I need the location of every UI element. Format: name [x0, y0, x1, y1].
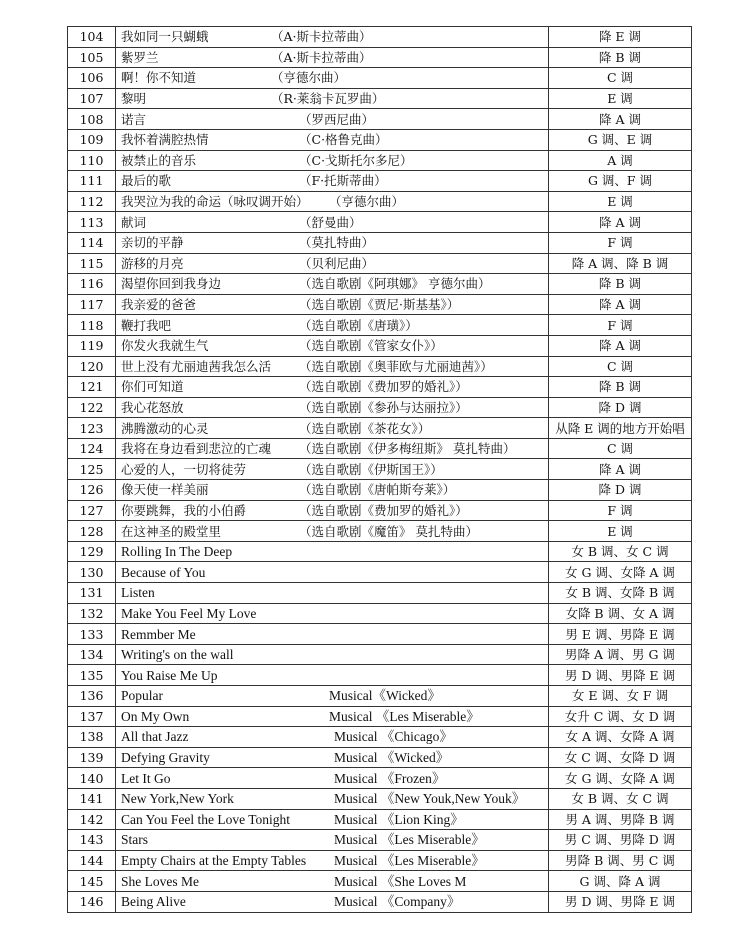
- song-cell: [116, 850, 549, 871]
- row-number: 104: [68, 27, 116, 48]
- song-cell-wrap: [121, 501, 548, 520]
- song-title: Rolling In The Deep: [121, 544, 233, 560]
- song-key: G 调、降 A 调: [549, 871, 692, 892]
- song-title: 你发火我就生气: [121, 338, 209, 354]
- song-title: Being Alive: [121, 894, 186, 910]
- song-source: （A·斯卡拉蒂曲）: [271, 49, 372, 65]
- song-cell-wrap: [121, 151, 548, 170]
- song-title: 心爱的人，一切将徒劳: [121, 461, 247, 477]
- song-key: 男降 A 调、男 G 调: [549, 644, 692, 665]
- table-row: [68, 583, 692, 604]
- song-cell: [116, 397, 549, 418]
- song-key: 从降 E 调的地方开始唱: [549, 418, 692, 439]
- song-cell-wrap: [121, 604, 548, 623]
- song-cell-wrap: [121, 27, 548, 46]
- song-cell-wrap: [121, 377, 548, 396]
- song-key: G 调、F 调: [549, 171, 692, 192]
- song-cell: [116, 480, 549, 501]
- song-key: 男 D 调、男降 E 调: [549, 665, 692, 686]
- song-cell: [116, 438, 549, 459]
- song-key: 女 B 调、女降 B 调: [549, 583, 692, 604]
- song-title: Because of You: [121, 564, 206, 580]
- song-cell: [116, 541, 549, 562]
- song-key: 男 E 调、男降 E 调: [549, 624, 692, 645]
- song-cell-wrap: [121, 769, 548, 788]
- song-key: 降 E 调: [549, 27, 692, 48]
- song-cell: [116, 891, 549, 912]
- song-source: Musical《Wicked》: [329, 688, 441, 704]
- song-cell-wrap: [121, 254, 548, 273]
- song-title: 紫罗兰: [121, 49, 159, 65]
- song-title: 游移的月亮: [121, 255, 184, 271]
- song-cell-wrap: [121, 419, 548, 438]
- song-title: 黎明: [121, 91, 147, 107]
- song-table-body: [68, 27, 692, 913]
- table-row: [68, 665, 692, 686]
- table-row: [68, 129, 692, 150]
- table-row: [68, 891, 692, 912]
- song-key: E 调: [549, 521, 692, 542]
- song-cell-wrap: [121, 872, 548, 891]
- song-key: A 调: [549, 150, 692, 171]
- song-cell: [116, 788, 549, 809]
- song-cell-wrap: [121, 851, 548, 870]
- song-cell-wrap: [121, 686, 548, 705]
- table-row: [68, 438, 692, 459]
- table-row: [68, 88, 692, 109]
- song-title: New York,New York: [121, 791, 234, 807]
- song-cell-wrap: [121, 398, 548, 417]
- song-key: 降 A 调: [549, 212, 692, 233]
- song-key: 降 A 调: [549, 109, 692, 130]
- row-number: 112: [68, 191, 116, 212]
- song-key: C 调: [549, 356, 692, 377]
- song-title: 像天使一样美丽: [121, 482, 209, 498]
- row-number: 146: [68, 891, 116, 912]
- song-source: （亨德尔曲）: [329, 194, 405, 210]
- table-row: [68, 27, 692, 48]
- song-key: F 调: [549, 232, 692, 253]
- song-title: 世上没有尤丽迪茜我怎么活: [121, 358, 272, 374]
- song-source: Musical 《Company》: [334, 894, 461, 910]
- table-row: [68, 356, 692, 377]
- song-source: （F·托斯蒂曲）: [299, 173, 387, 189]
- song-cell: [116, 150, 549, 171]
- song-cell-wrap: [121, 439, 548, 458]
- song-cell: [116, 356, 549, 377]
- song-key: 女 E 调、女 F 调: [549, 686, 692, 707]
- song-source: （选自歌剧《参孙与达丽拉》）: [299, 399, 468, 415]
- song-title: Listen: [121, 585, 155, 601]
- song-cell-wrap: [121, 830, 548, 849]
- row-number: 138: [68, 727, 116, 748]
- song-title: 沸腾激动的心灵: [121, 420, 209, 436]
- song-source: （选自歌剧《奥菲欧与尤丽迪茜》）: [299, 358, 493, 374]
- song-cell-wrap: [121, 357, 548, 376]
- song-source: （选自歌剧《伊多梅纽斯》 莫扎特曲）: [299, 441, 516, 457]
- song-cell-wrap: [121, 645, 548, 664]
- song-cell: [116, 315, 549, 336]
- song-source: （选自歌剧《魔笛》 莫扎特曲）: [299, 523, 478, 539]
- table-row: [68, 212, 692, 233]
- song-cell-wrap: [121, 727, 548, 746]
- song-cell: [116, 294, 549, 315]
- table-row: [68, 150, 692, 171]
- song-title: Popular: [121, 688, 163, 704]
- song-cell: [116, 562, 549, 583]
- table-row: [68, 377, 692, 398]
- song-title: On My Own: [121, 708, 190, 724]
- row-number: 118: [68, 315, 116, 336]
- song-source: Musical 《Les Miserable》: [329, 708, 480, 724]
- row-number: 121: [68, 377, 116, 398]
- song-cell: [116, 871, 549, 892]
- row-number: 109: [68, 129, 116, 150]
- table-row: [68, 418, 692, 439]
- song-key: 男 A 调、男降 B 调: [549, 809, 692, 830]
- song-title: 我哭泣为我的命运（咏叹调开始）: [121, 194, 309, 210]
- song-key: E 调: [549, 88, 692, 109]
- row-number: 136: [68, 686, 116, 707]
- song-source: （C·戈斯托尔多尼）: [299, 152, 413, 168]
- song-cell: [116, 68, 549, 89]
- row-number: 115: [68, 253, 116, 274]
- song-source: （选自歌剧《唐帕斯夸莱》）: [299, 482, 456, 498]
- table-row: [68, 706, 692, 727]
- song-source: Musical 《She Loves M: [334, 873, 467, 889]
- row-number: 120: [68, 356, 116, 377]
- song-cell: [116, 747, 549, 768]
- song-title: 在这神圣的殿堂里: [121, 523, 222, 539]
- song-cell: [116, 624, 549, 645]
- song-key: 降 A 调: [549, 294, 692, 315]
- row-number: 116: [68, 274, 116, 295]
- song-cell-wrap: [121, 666, 548, 685]
- song-cell: [116, 665, 549, 686]
- song-source: Musical 《Chicago》: [334, 729, 453, 745]
- row-number: 125: [68, 459, 116, 480]
- song-source: （选自歌剧《茶花女》）: [299, 420, 431, 436]
- song-cell-wrap: [121, 583, 548, 602]
- row-number: 119: [68, 335, 116, 356]
- song-cell: [116, 88, 549, 109]
- table-row: [68, 521, 692, 542]
- song-cell-wrap: [121, 171, 548, 190]
- song-key: 女降 B 调、女 A 调: [549, 603, 692, 624]
- song-title: 我怀着满腔热情: [121, 132, 209, 148]
- song-title: 我如同一只蝴蛾: [121, 29, 209, 45]
- song-cell-wrap: [121, 707, 548, 726]
- table-row: [68, 253, 692, 274]
- song-key: 降 D 调: [549, 397, 692, 418]
- song-source: Musical 《Frozen》: [334, 770, 446, 786]
- row-number: 134: [68, 644, 116, 665]
- row-number: 133: [68, 624, 116, 645]
- song-title: 被禁止的音乐: [121, 152, 197, 168]
- song-source: （亨德尔曲）: [271, 70, 347, 86]
- song-key: 降 D 调: [549, 480, 692, 501]
- song-cell: [116, 644, 549, 665]
- table-row: [68, 562, 692, 583]
- table-row: [68, 747, 692, 768]
- table-row: [68, 171, 692, 192]
- song-title: Empty Chairs at the Empty Tables: [121, 853, 307, 869]
- song-cell-wrap: [121, 810, 548, 829]
- table-row: [68, 830, 692, 851]
- song-cell: [116, 583, 549, 604]
- row-number: 107: [68, 88, 116, 109]
- song-source: （莫扎特曲）: [299, 235, 375, 251]
- song-title: Can You Feel the Love Tonight: [121, 811, 291, 827]
- row-number: 126: [68, 480, 116, 501]
- song-cell-wrap: [121, 295, 548, 314]
- song-cell: [116, 603, 549, 624]
- song-key: 降 B 调: [549, 47, 692, 68]
- table-row: [68, 624, 692, 645]
- song-cell-wrap: [121, 625, 548, 644]
- song-cell-wrap: [121, 89, 548, 108]
- table-row: [68, 871, 692, 892]
- song-cell: [116, 809, 549, 830]
- song-cell-wrap: [121, 68, 548, 87]
- song-title: 诺言: [121, 111, 147, 127]
- song-source: （选自歌剧《管家女仆》）: [299, 338, 443, 354]
- song-key: 男降 B 调、男 C 调: [549, 850, 692, 871]
- table-row: [68, 315, 692, 336]
- song-title: 我亲爱的爸爸: [121, 297, 197, 313]
- song-title: 你要跳舞，我的小伯爵: [121, 502, 247, 518]
- row-number: 129: [68, 541, 116, 562]
- song-cell: [116, 706, 549, 727]
- song-source: （贝利尼曲）: [299, 255, 375, 271]
- song-title: Let It Go: [121, 770, 171, 786]
- song-cell: [116, 521, 549, 542]
- song-cell: [116, 500, 549, 521]
- song-cell: [116, 171, 549, 192]
- song-cell-wrap: [121, 192, 548, 211]
- song-cell-wrap: [121, 460, 548, 479]
- song-cell: [116, 47, 549, 68]
- song-title: 鞭打我吧: [121, 317, 172, 333]
- song-cell-wrap: [121, 110, 548, 129]
- song-key: 女 A 调、女降 A 调: [549, 727, 692, 748]
- song-cell: [116, 727, 549, 748]
- song-source: （罗西尼曲）: [299, 111, 375, 127]
- song-source: （选自歌剧《阿琪娜》 亨德尔曲）: [299, 276, 491, 292]
- row-number: 131: [68, 583, 116, 604]
- song-cell: [116, 459, 549, 480]
- table-row: [68, 500, 692, 521]
- song-title: 渴望你回到我身边: [121, 276, 222, 292]
- song-cell: [116, 377, 549, 398]
- row-number: 143: [68, 830, 116, 851]
- song-cell: [116, 253, 549, 274]
- row-number: 124: [68, 438, 116, 459]
- row-number: 106: [68, 68, 116, 89]
- row-number: 105: [68, 47, 116, 68]
- song-source: Musical 《New Youk,New Youk》: [334, 791, 526, 807]
- row-number: 117: [68, 294, 116, 315]
- row-number: 122: [68, 397, 116, 418]
- song-cell-wrap: [121, 789, 548, 808]
- table-row: [68, 686, 692, 707]
- row-number: 127: [68, 500, 116, 521]
- song-cell-wrap: [121, 542, 548, 561]
- song-source: （R·莱翁卡瓦罗曲）: [271, 91, 385, 107]
- song-cell: [116, 27, 549, 48]
- song-key: E 调: [549, 191, 692, 212]
- table-row: [68, 644, 692, 665]
- song-source: （选自歌剧《贾尼·斯基基》）: [299, 297, 460, 313]
- table-row: [68, 850, 692, 871]
- row-number: 108: [68, 109, 116, 130]
- song-title: 你们可知道: [121, 379, 184, 395]
- song-source: Musical 《Lion King》: [334, 811, 464, 827]
- song-key: 女 B 调、女 C 调: [549, 788, 692, 809]
- song-key: C 调: [549, 438, 692, 459]
- song-title: Defying Gravity: [121, 750, 210, 766]
- song-cell-wrap: [121, 316, 548, 335]
- row-number: 140: [68, 768, 116, 789]
- song-source: Musical 《Wicked》: [334, 750, 450, 766]
- table-row: [68, 768, 692, 789]
- song-title: 我心花怒放: [121, 399, 184, 415]
- row-number: 113: [68, 212, 116, 233]
- song-title: 最后的歌: [121, 173, 172, 189]
- song-source: （C·格鲁克曲）: [299, 132, 388, 148]
- song-key: 女 C 调、女降 D 调: [549, 747, 692, 768]
- song-key: C 调: [549, 68, 692, 89]
- song-cell-wrap: [121, 892, 548, 911]
- song-title: 献词: [121, 214, 147, 230]
- row-number: 132: [68, 603, 116, 624]
- song-cell: [116, 274, 549, 295]
- song-cell-wrap: [121, 522, 548, 541]
- song-key: 降 A 调: [549, 459, 692, 480]
- row-number: 142: [68, 809, 116, 830]
- row-number: 128: [68, 521, 116, 542]
- song-source: Musical 《Les Miserable》: [334, 832, 485, 848]
- table-row: [68, 480, 692, 501]
- song-title: All that Jazz: [121, 729, 189, 745]
- song-key: G 调、E 调: [549, 129, 692, 150]
- song-key: 降 B 调: [549, 274, 692, 295]
- song-key: 男 D 调、男降 E 调: [549, 891, 692, 912]
- song-key: 女 B 调、女 C 调: [549, 541, 692, 562]
- table-row: [68, 294, 692, 315]
- song-key: F 调: [549, 500, 692, 521]
- table-row: [68, 47, 692, 68]
- table-row: [68, 603, 692, 624]
- song-key: 女升 C 调、女 D 调: [549, 706, 692, 727]
- table-row: [68, 541, 692, 562]
- song-cell: [116, 418, 549, 439]
- song-cell-wrap: [121, 233, 548, 252]
- song-cell: [116, 830, 549, 851]
- song-source: （选自歌剧《伊斯国王》）: [299, 461, 443, 477]
- song-key: 男 C 调、男降 D 调: [549, 830, 692, 851]
- song-title: You Raise Me Up: [121, 667, 218, 683]
- song-key: 女 G 调、女降 A 调: [549, 562, 692, 583]
- song-cell: [116, 768, 549, 789]
- table-row: [68, 109, 692, 130]
- song-title: She Loves Me: [121, 873, 199, 889]
- table-row: [68, 68, 692, 89]
- table-row: [68, 335, 692, 356]
- table-row: [68, 727, 692, 748]
- table-row: [68, 274, 692, 295]
- row-number: 139: [68, 747, 116, 768]
- song-cell-wrap: [121, 563, 548, 582]
- row-number: 135: [68, 665, 116, 686]
- row-number: 130: [68, 562, 116, 583]
- song-key: F 调: [549, 315, 692, 336]
- song-title: 啊！你不知道: [121, 70, 197, 86]
- row-number: 114: [68, 232, 116, 253]
- table-row: [68, 232, 692, 253]
- song-cell-wrap: [121, 480, 548, 499]
- song-key: 降 B 调: [549, 377, 692, 398]
- table-row: [68, 788, 692, 809]
- song-cell-wrap: [121, 213, 548, 232]
- table-row: [68, 191, 692, 212]
- song-title: Make You Feel My Love: [121, 605, 257, 621]
- song-cell: [116, 232, 549, 253]
- song-cell: [116, 129, 549, 150]
- song-key: 女 G 调、女降 A 调: [549, 768, 692, 789]
- song-cell: [116, 686, 549, 707]
- song-source: （选自歌剧《费加罗的婚礼》）: [299, 379, 468, 395]
- song-cell-wrap: [121, 130, 548, 149]
- song-source: （选自歌剧《费加罗的婚礼》）: [299, 502, 468, 518]
- row-number: 137: [68, 706, 116, 727]
- song-cell-wrap: [121, 336, 548, 355]
- row-number: 141: [68, 788, 116, 809]
- song-source: （A·斯卡拉蒂曲）: [271, 29, 372, 45]
- song-source: （舒曼曲）: [299, 214, 362, 230]
- song-title: Stars: [121, 832, 148, 848]
- song-cell: [116, 335, 549, 356]
- row-number: 123: [68, 418, 116, 439]
- song-source: （选自歌剧《唐璜》）: [299, 317, 418, 333]
- table-row: [68, 809, 692, 830]
- song-title: Remmber Me: [121, 626, 196, 642]
- song-key: 降 A 调、降 B 调: [549, 253, 692, 274]
- song-cell: [116, 212, 549, 233]
- song-cell: [116, 191, 549, 212]
- song-cell-wrap: [121, 274, 548, 293]
- row-number: 145: [68, 871, 116, 892]
- song-source: Musical 《Les Miserable》: [334, 853, 485, 869]
- song-table: [67, 26, 692, 913]
- song-cell-wrap: [121, 748, 548, 767]
- song-title: 亲切的平静: [121, 235, 184, 251]
- table-row: [68, 397, 692, 418]
- song-key: 降 A 调: [549, 335, 692, 356]
- row-number: 110: [68, 150, 116, 171]
- song-cell-wrap: [121, 48, 548, 67]
- song-title: 我将在身边看到悲泣的亡魂: [121, 441, 272, 457]
- row-number: 111: [68, 171, 116, 192]
- song-cell: [116, 109, 549, 130]
- row-number: 144: [68, 850, 116, 871]
- song-title: Writing's on the wall: [121, 647, 234, 663]
- table-row: [68, 459, 692, 480]
